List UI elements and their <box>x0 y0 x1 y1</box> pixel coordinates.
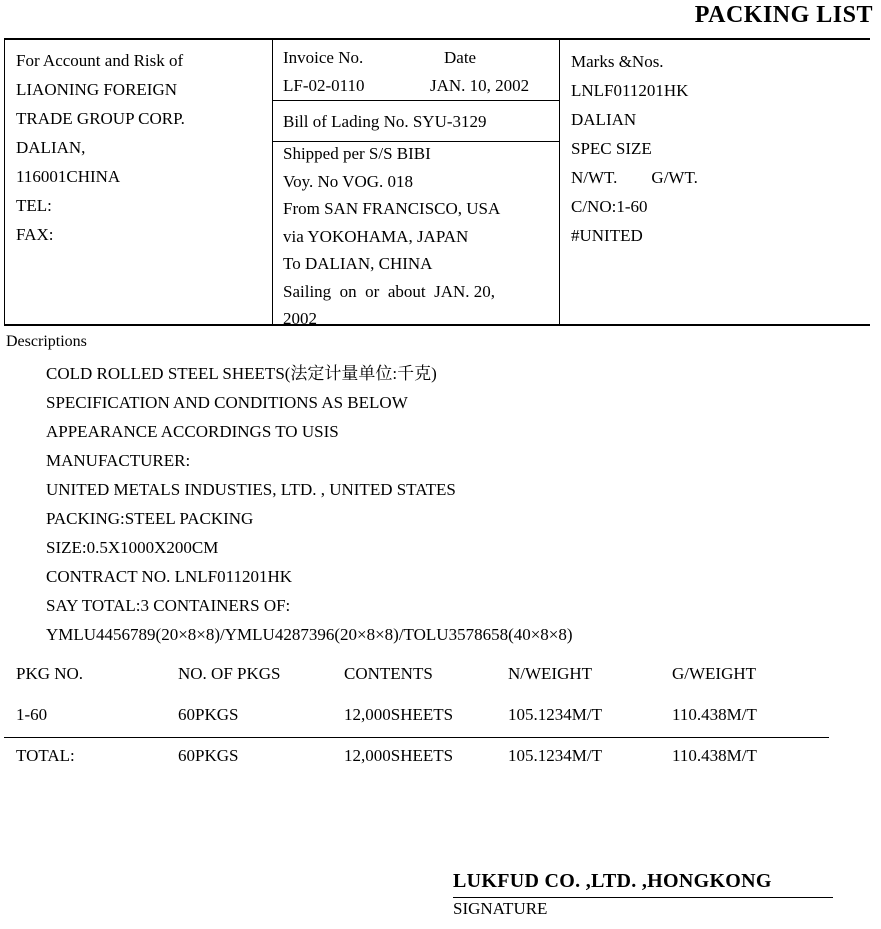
description-line: UNITED METALS INDUSTIES, LTD. , UNITED STATES <box>46 480 456 499</box>
shipping-line: via YOKOHAMA, JAPAN <box>283 226 469 246</box>
shipping-block <box>283 140 500 333</box>
total-rule <box>4 737 829 738</box>
description-line: SAY TOTAL:3 CONTAINERS OF: <box>46 596 291 615</box>
table-header-cell: PKG NO. <box>16 664 84 683</box>
signature-company: LUKFUD CO. ,LTD. ,HONGKONG <box>453 870 772 892</box>
description-line: CONTRACT NO. LNLF011201HK <box>46 567 293 586</box>
shipping-line: To DALIAN, CHINA <box>283 254 433 273</box>
table-total-cell: 105.1234M/T <box>508 746 602 765</box>
document-title: PACKING LIST <box>694 2 873 28</box>
table-cell: 12,000SHEETS <box>344 705 454 724</box>
shipping-line: Sailing on or about JAN. 20, <box>283 281 496 301</box>
descriptions-block <box>46 359 573 649</box>
header-left-border <box>4 38 5 326</box>
description-line: MANUFACTURER: <box>46 451 191 470</box>
description-line: SIZE:0.5X1000X200CM <box>46 538 219 557</box>
table-cell: 105.1234M/T <box>508 705 602 724</box>
invoice-row-rule <box>272 100 560 101</box>
invoice-date-value: JAN. 10, 2002 <box>430 76 530 95</box>
signature-rule <box>453 897 833 898</box>
header-divider-2 <box>559 38 560 326</box>
table-header-cell: CONTENTS <box>344 664 433 683</box>
header-divider-1 <box>272 38 273 326</box>
table-row <box>0 705 881 729</box>
bill-of-lading: Bill of Lading No. SYU-3129 <box>283 112 487 131</box>
table-cell: 110.438M/T <box>672 705 757 724</box>
invoice-no-value: LF-02-0110 <box>283 76 365 95</box>
description-line: PACKING:STEEL PACKING <box>46 509 254 528</box>
account-line: TEL: <box>16 196 52 215</box>
shipping-line: Voy. No VOG. 018 <box>283 171 414 191</box>
marks-line: DALIAN <box>571 110 637 129</box>
invoice-date-label: Date <box>444 48 477 67</box>
account-line: 116001CHINA <box>16 167 121 186</box>
table-cell: 1-60 <box>16 705 48 724</box>
table-header-cell: G/WEIGHT <box>672 664 757 683</box>
marks-line: LNLF011201HK <box>571 81 689 100</box>
description-line: APPEARANCE ACCORDINGS TO USIS <box>46 422 339 441</box>
descriptions-label: Descriptions <box>6 333 87 350</box>
marks-block <box>571 47 698 250</box>
description-line: COLD ROLLED STEEL SHEETS(法定计量单位:千克) <box>46 364 437 383</box>
account-line: DALIAN, <box>16 138 86 157</box>
table-total-cell: 110.438M/T <box>672 746 757 765</box>
header-top-rule <box>4 38 870 40</box>
marks-line: Marks &Nos. <box>571 52 664 71</box>
account-line: FAX: <box>16 225 54 244</box>
account-block <box>16 46 185 249</box>
invoice-no-label: Invoice No. <box>283 48 364 67</box>
account-line: LIAONING FOREIGN <box>16 80 178 99</box>
marks-line: C/NO:1-60 <box>571 197 648 216</box>
shipping-line: 2002 <box>283 309 317 328</box>
table-total-cell: 60PKGS <box>178 746 239 765</box>
table-header-row <box>0 664 881 688</box>
account-line: For Account and Risk of <box>16 51 184 70</box>
description-line: YMLU4456789(20×8×8)/YMLU4287396(20×8×8)/TOLU3578658(40×8×8) <box>46 625 573 644</box>
marks-line: #UNITED <box>571 226 643 245</box>
table-total-row <box>0 746 881 770</box>
table-total-cell: TOTAL: <box>16 746 75 765</box>
marks-line: SPEC SIZE <box>571 139 652 158</box>
signature-label: SIGNATURE <box>453 899 548 918</box>
table-cell: 60PKGS <box>178 705 239 724</box>
account-line: TRADE GROUP CORP. <box>16 109 185 128</box>
table-total-cell: 12,000SHEETS <box>344 746 454 765</box>
shipping-line: Shipped per S/S BIBI <box>283 144 431 163</box>
marks-line: N/WT. G/WT. <box>571 168 698 187</box>
description-line: SPECIFICATION AND CONDITIONS AS BELOW <box>46 393 408 412</box>
table-header-cell: NO. OF PKGS <box>178 664 281 683</box>
shipping-line: From SAN FRANCISCO, USA <box>283 199 501 218</box>
table-header-cell: N/WEIGHT <box>508 664 593 683</box>
